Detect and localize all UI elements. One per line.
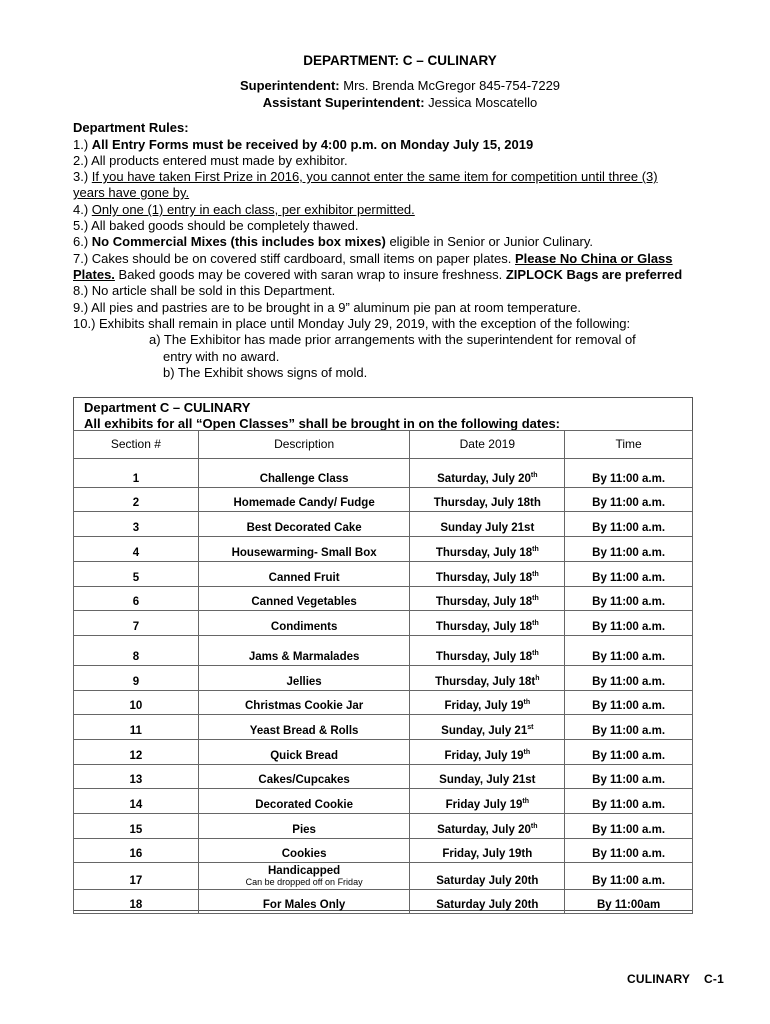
superintendent-line xyxy=(0,78,770,93)
cell-section: 4 xyxy=(74,537,199,562)
cell-date xyxy=(410,814,565,839)
date-text: Saturday, July 20 xyxy=(437,824,531,836)
description-text: Canned Fruit xyxy=(268,572,340,584)
assistant-value: Jessica Moscatello xyxy=(424,95,538,110)
date-text: Sunday July 21st xyxy=(440,522,535,534)
cell-description xyxy=(198,488,410,512)
cell-time: By 11:00 a.m. xyxy=(565,488,693,512)
rule-3-line-1: If you have taken First Prize in 2016, you cannot enter the same item for competition until three (3) xyxy=(91,169,658,184)
cell-section: 12 xyxy=(74,740,199,765)
description-text: Pies xyxy=(292,824,316,836)
date-text: Thursday, July 18 xyxy=(435,572,533,584)
cell-section: 15 xyxy=(74,814,199,839)
cell-time: By 11:00 a.m. xyxy=(565,459,693,488)
description-text: Decorated Cookie xyxy=(255,799,353,811)
date-text: Friday, July 19 xyxy=(444,700,524,712)
rule-5: 5.) All baked goods should be completely thawed. xyxy=(73,218,359,233)
cell-date xyxy=(410,715,565,740)
table-header-row xyxy=(74,431,693,459)
date-suffix: th xyxy=(530,472,538,479)
date-suffix: th xyxy=(523,749,531,756)
rule-7 xyxy=(73,251,673,267)
date-text: Thursday, July 18 xyxy=(435,651,533,663)
description-text: Canned Vegetables xyxy=(251,596,357,608)
table-row xyxy=(74,611,693,636)
date-suffix: th xyxy=(523,699,531,706)
cell-time: By 11:00am xyxy=(565,890,693,914)
table-row xyxy=(74,459,693,488)
cell-description xyxy=(198,691,410,715)
cell-description xyxy=(198,890,410,914)
cell-description xyxy=(198,740,410,765)
table-row xyxy=(74,765,693,789)
cell-time: By 11:00 a.m. xyxy=(565,587,693,611)
rule-6-prefix: 6.) xyxy=(73,234,92,249)
table-row xyxy=(74,863,693,890)
cell-date xyxy=(410,890,565,914)
rule-3 xyxy=(73,169,658,185)
cell-date xyxy=(410,863,565,890)
description-text: Jams & Marmalades xyxy=(248,651,360,663)
cell-description xyxy=(198,715,410,740)
cell-time: By 11:00 a.m. xyxy=(565,691,693,715)
table-row xyxy=(74,715,693,740)
date-suffix: st xyxy=(527,724,534,731)
rule-9: 9.) All pies and pastries are to be brought in a 9” aluminum pie pan at room temperature. xyxy=(73,300,582,315)
table-row xyxy=(74,512,693,537)
cell-time: By 11:00 a.m. xyxy=(565,814,693,839)
cell-date xyxy=(410,459,565,488)
cell-date xyxy=(410,512,565,537)
schedule-title: Department C – CULINARY xyxy=(84,400,251,415)
rule-6-bold: No Commercial Mixes (this includes box mixes) xyxy=(91,234,386,249)
rule-2: 2.) All products entered must made by exhibitor. xyxy=(73,153,348,168)
rule-4-prefix: 4.) xyxy=(73,202,92,217)
cell-time: By 11:00 a.m. xyxy=(565,765,693,789)
cell-description xyxy=(198,537,410,562)
table-row xyxy=(74,636,693,666)
header-time: Time xyxy=(565,431,693,459)
cell-time: By 11:00 a.m. xyxy=(565,636,693,666)
description-text: Cookies xyxy=(281,848,327,860)
header-date: Date 2019 xyxy=(410,431,565,459)
cell-time: By 11:00 a.m. xyxy=(565,666,693,691)
cell-section: 3 xyxy=(74,512,199,537)
header-description: Description xyxy=(198,431,410,459)
table-row xyxy=(74,691,693,715)
rule-3-prefix: 3.) xyxy=(73,169,92,184)
date-text: Friday, July 19 xyxy=(444,750,524,762)
cell-time: By 11:00 a.m. xyxy=(565,562,693,587)
description-text: Condiments xyxy=(270,621,338,633)
description-text: Challenge Class xyxy=(259,473,349,485)
cell-date xyxy=(410,611,565,636)
rule-10-a-continued: entry with no award. xyxy=(163,349,280,364)
table-row xyxy=(74,890,693,914)
description-text: Best Decorated Cake xyxy=(246,522,362,534)
rule-3-line-2: years have gone by. xyxy=(73,185,190,200)
cell-date xyxy=(410,839,565,863)
rule-1-text: All Entry Forms must be received by 4:00 p.m. on Monday July 15, 2019 xyxy=(91,137,534,152)
cell-date xyxy=(410,537,565,562)
table-row xyxy=(74,562,693,587)
header-section: Section # xyxy=(74,431,199,459)
date-suffix: th xyxy=(530,823,538,830)
date-suffix: th xyxy=(532,620,539,627)
cell-date xyxy=(410,740,565,765)
rule-1 xyxy=(73,137,533,153)
table-row xyxy=(74,789,693,814)
cell-section: 18 xyxy=(74,890,199,914)
date-suffix: th xyxy=(532,546,539,553)
cell-description xyxy=(198,587,410,611)
cell-date xyxy=(410,691,565,715)
description-text: Homemade Candy/ Fudge xyxy=(233,497,375,509)
cell-time: By 11:00 a.m. xyxy=(565,537,693,562)
date-suffix: th xyxy=(532,595,539,602)
date-text: Sunday, July 21 xyxy=(441,725,528,737)
cell-time: By 11:00 a.m. xyxy=(565,839,693,863)
cell-section: 8 xyxy=(74,636,199,666)
date-text: Thursday, July 18 xyxy=(435,596,533,608)
cell-time: By 11:00 a.m. xyxy=(565,789,693,814)
date-suffix: th xyxy=(532,650,539,657)
cell-description xyxy=(198,636,410,666)
cell-time: By 11:00 a.m. xyxy=(565,740,693,765)
cell-description xyxy=(198,765,410,789)
cell-section: 2 xyxy=(74,488,199,512)
description-note: Can be dropped off on Friday xyxy=(245,877,363,887)
date-suffix: th xyxy=(522,798,529,805)
cell-section: 11 xyxy=(74,715,199,740)
date-text: Saturday July 20th xyxy=(436,899,539,911)
date-text: Saturday, July 20 xyxy=(437,473,531,485)
cell-date xyxy=(410,562,565,587)
table-row xyxy=(74,839,693,863)
cell-description xyxy=(198,459,410,488)
cell-description xyxy=(198,666,410,691)
cell-description xyxy=(198,839,410,863)
cell-description xyxy=(198,789,410,814)
date-suffix: h xyxy=(535,675,540,682)
table-row xyxy=(74,537,693,562)
superintendent-value: Mrs. Brenda McGregor 845-754-7229 xyxy=(339,78,561,93)
rule-8: 8.) No article shall be sold in this Department. xyxy=(73,283,336,298)
cell-description xyxy=(198,611,410,636)
cell-date xyxy=(410,765,565,789)
superintendent-label: Superintendent: xyxy=(239,78,340,93)
cell-section: 1 xyxy=(74,459,199,488)
rule-3-continued xyxy=(73,185,189,201)
description-text: Jellies xyxy=(286,676,322,688)
rule-7-text: 7.) Cakes should be on covered stiff cardboard, small items on paper plates. xyxy=(73,251,515,266)
cell-section: 17 xyxy=(74,863,199,890)
schedule-subtitle: All exhibits for all “Open Classes” shall be brought in on the following dates: xyxy=(84,416,560,431)
cell-date xyxy=(410,789,565,814)
cell-description xyxy=(198,562,410,587)
cell-section: 16 xyxy=(74,839,199,863)
rules-heading: Department Rules: xyxy=(73,120,189,135)
rule-7-text-2: Baked goods may be covered with saran wrap to insure freshness. xyxy=(114,267,506,282)
rule-4-text: Only one (1) entry in each class, per exhibitor permitted. xyxy=(91,202,415,217)
date-text: Thursday, July 18 xyxy=(435,621,533,633)
date-text: Thursday, July 18t xyxy=(435,676,536,688)
schedule-table xyxy=(73,430,693,914)
rule-6 xyxy=(73,234,593,250)
rule-7-emphasis-2: Plates. xyxy=(73,267,115,282)
cell-section: 14 xyxy=(74,789,199,814)
rule-6-rest: eligible in Senior or Junior Culinary. xyxy=(385,234,593,249)
rule-7-emphasis: Please No China or Glass xyxy=(515,251,673,266)
date-text: Friday, July 19th xyxy=(442,848,533,860)
cell-section: 10 xyxy=(74,691,199,715)
rule-10-a: a) The Exhibitor has made prior arrangements with the superintendent for removal of xyxy=(149,332,636,347)
description-text: Housewarming- Small Box xyxy=(231,547,377,559)
rule-1-prefix: 1.) xyxy=(73,137,92,152)
description-text: Yeast Bread & Rolls xyxy=(249,725,359,737)
table-row xyxy=(74,814,693,839)
table-body xyxy=(74,459,693,914)
cell-date xyxy=(410,666,565,691)
cell-date xyxy=(410,587,565,611)
cell-date xyxy=(410,636,565,666)
page-title: DEPARTMENT: C – CULINARY xyxy=(303,53,497,68)
cell-section: 7 xyxy=(74,611,199,636)
date-text: Thursday, July 18th xyxy=(433,497,541,509)
cell-section: 9 xyxy=(74,666,199,691)
rule-10: 10.) Exhibits shall remain in place until Monday July 29, 2019, with the exception of the following: xyxy=(73,316,631,331)
description-text: For Males Only xyxy=(262,899,346,911)
date-text: Thursday, July 18 xyxy=(435,547,533,559)
cell-time: By 11:00 a.m. xyxy=(565,863,693,890)
cell-description xyxy=(198,863,410,890)
date-text: Friday July 19 xyxy=(445,799,523,811)
cell-date xyxy=(410,488,565,512)
table-row xyxy=(74,587,693,611)
date-suffix: th xyxy=(532,571,539,578)
cell-section: 5 xyxy=(74,562,199,587)
rule-10-b: b) The Exhibit shows signs of mold. xyxy=(163,365,368,380)
rule-7-continued xyxy=(73,267,682,283)
table-row xyxy=(74,666,693,691)
rule-4 xyxy=(73,202,415,218)
cell-time: By 11:00 a.m. xyxy=(565,611,693,636)
page-footer: CULINARY C-1 xyxy=(626,972,724,986)
table-row xyxy=(74,488,693,512)
assistant-superintendent-line xyxy=(0,95,770,110)
description-text: Handicapped xyxy=(268,865,341,877)
table-row xyxy=(74,740,693,765)
cell-description xyxy=(198,814,410,839)
assistant-label: Assistant Superintendent: xyxy=(262,95,425,110)
description-text: Cakes/Cupcakes xyxy=(258,774,350,786)
date-text: Saturday July 20th xyxy=(436,875,539,887)
rule-7-bold: ZIPLOCK Bags are preferred xyxy=(505,267,683,282)
cell-time: By 11:00 a.m. xyxy=(565,715,693,740)
description-text: Quick Bread xyxy=(270,750,338,762)
cell-section: 6 xyxy=(74,587,199,611)
date-text: Sunday, July 21st xyxy=(439,774,536,786)
description-text: Christmas Cookie Jar xyxy=(244,700,364,712)
cell-section: 13 xyxy=(74,765,199,789)
cell-time: By 11:00 a.m. xyxy=(565,512,693,537)
cell-description xyxy=(198,512,410,537)
